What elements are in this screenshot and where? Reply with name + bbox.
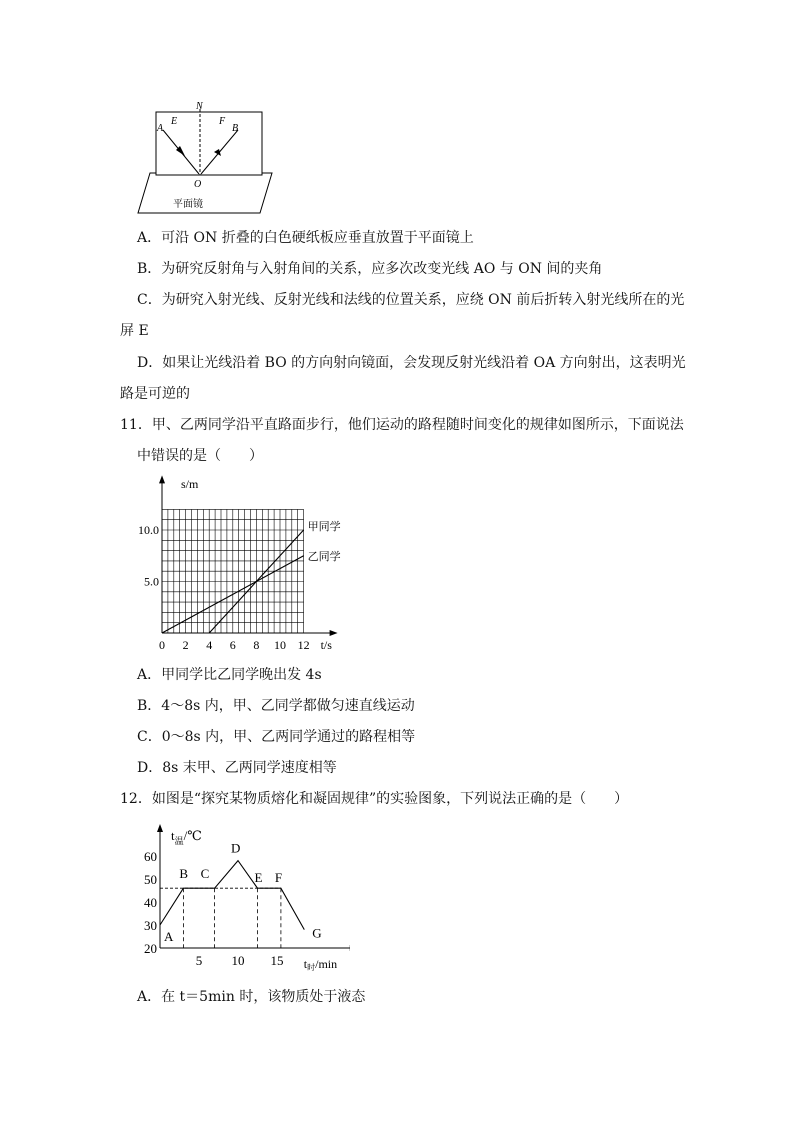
label-b: B xyxy=(232,123,239,134)
plane-mirror xyxy=(138,173,272,213)
y-tick-label: 60 xyxy=(144,849,157,864)
point-label: G xyxy=(312,925,322,941)
point-label: C xyxy=(200,866,210,882)
x-tick-label: 12 xyxy=(297,638,310,652)
q10-option-a: A．可沿 ON 折叠的白色硬纸板应垂直放置于平面镜上 xyxy=(137,230,474,246)
q11-option-b: B．4～8s 内，甲、乙同学都做匀速直线运动 xyxy=(137,698,415,714)
q11-option-c: C．0～8s 内，甲、乙两同学通过的路程相等 xyxy=(137,729,416,745)
x-tick-label: 0 xyxy=(159,638,165,652)
y-tick-label: 20 xyxy=(144,941,157,956)
x-axis-label: t时/min xyxy=(303,957,338,972)
y-tick-label: 5.0 xyxy=(144,574,159,589)
melting-solidification-chart xyxy=(130,818,350,978)
q11-option-a: A．甲同学比乙同学晚出发 4s xyxy=(137,667,322,683)
y-tick-label: 50 xyxy=(144,872,157,887)
q10-option-b: B．为研究反射角与入射角间的关系，应多次改变光线 AO 与 ON 间的夹角 xyxy=(137,261,603,277)
distance-time-chart xyxy=(125,470,355,660)
label-e: E xyxy=(171,116,178,127)
y-tick-label: 10.0 xyxy=(138,523,159,537)
label-f: F xyxy=(219,116,226,127)
point-label: B xyxy=(179,866,189,882)
x-tick-label: 10 xyxy=(231,953,245,968)
y-axis-label: s/m xyxy=(181,477,199,491)
x-tick-label: 8 xyxy=(253,638,260,652)
label-o: O xyxy=(194,179,202,190)
y-axis-arrow xyxy=(157,824,163,832)
x-tick-label: 4 xyxy=(206,638,213,652)
label-a: A xyxy=(157,123,164,134)
q10-option-d-cont: 路是可逆的 xyxy=(120,386,190,402)
q11-stem: 11．甲、乙两同学沿平直路面步行，他们运动的路程随时间变化的规律如图所示，下面说法 xyxy=(120,417,684,433)
x-tick-label: 6 xyxy=(229,638,236,652)
x-tick-label: 10 xyxy=(274,638,286,652)
label-n: N xyxy=(196,101,203,112)
series-label: 乙同学 xyxy=(307,549,341,563)
x-tick-label: 2 xyxy=(182,638,189,652)
mirror-label: 平面镜 xyxy=(173,199,203,210)
reflection-experiment-figure xyxy=(130,95,275,220)
y-tick-label: 40 xyxy=(144,895,157,910)
q10-option-c: C．为研究入射光线、反射光线和法线的位置关系，应绕 ON 前后折转入射光线所在的光 xyxy=(137,292,685,308)
series-label: 甲同学 xyxy=(307,520,341,533)
q10-option-c-cont: 屏 E xyxy=(120,323,149,339)
point-label: F xyxy=(274,870,283,886)
x-tick-label: 5 xyxy=(195,953,203,968)
y-axis-label: $t_温/℃$ xyxy=(171,828,202,846)
y-axis-arrow xyxy=(159,475,165,483)
point-label: E xyxy=(254,870,263,886)
point-label: D xyxy=(231,840,241,856)
x-axis-arrow xyxy=(330,630,338,636)
q11-stem-cont: 中错误的是（ ） xyxy=(137,448,263,464)
point-label: A xyxy=(164,929,174,944)
q11-option-d: D．8s 末甲、乙两同学速度相等 xyxy=(137,760,337,776)
q12-option-a: A．在 t＝5min 时，该物质处于液态 xyxy=(137,989,366,1005)
x-axis-label: t/s xyxy=(320,638,332,652)
q12-stem: 12．如图是“探究某物质熔化和凝固规律”的实验图象，下列说法正确的是（ ） xyxy=(120,791,629,807)
y-tick-label: 30 xyxy=(144,918,157,933)
x-tick-label: 15 xyxy=(270,953,284,968)
q10-option-d: D．如果让光线沿着 BO 的方向射向镜面，会发现反射光线沿着 OA 方向射出，这表明光 xyxy=(137,355,686,371)
